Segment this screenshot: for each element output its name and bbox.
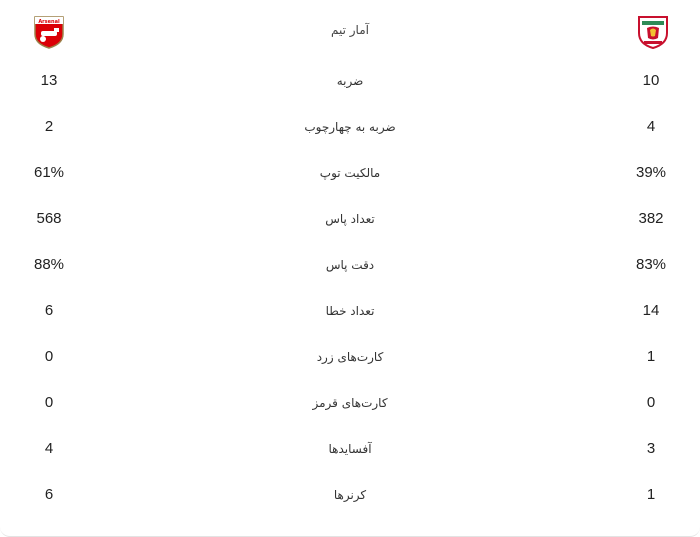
stats-title: آمار تیم	[331, 23, 369, 37]
stat-away-value: 6	[44, 486, 54, 503]
stat-label: آفسایدها	[328, 442, 372, 456]
stat-home-value: 382	[638, 210, 664, 227]
stat-label: ضربه به چهارچوب	[304, 120, 396, 134]
stat-row	[0, 150, 700, 196]
stat-home-value: 1	[646, 486, 656, 503]
stat-home-value: 14	[642, 302, 660, 319]
stat-label: تعداد پاس	[325, 212, 375, 226]
stat-home-value: 4	[646, 118, 656, 135]
stat-label: کرنرها	[333, 488, 367, 502]
stat-row	[0, 334, 700, 380]
stat-label: ضربه	[336, 74, 364, 88]
stats-list	[0, 58, 700, 518]
stat-row	[0, 472, 700, 518]
arsenal-crest-text: Arsenal	[38, 19, 60, 25]
stat-home-value: 10	[642, 72, 660, 89]
stat-away-value: 2	[44, 118, 54, 135]
stat-row	[0, 104, 700, 150]
stat-away-value: 568	[36, 210, 62, 227]
stat-home-value: 39%	[635, 164, 667, 181]
stat-label: دقت پاس	[325, 258, 375, 272]
stat-label: کارت‌های زرد	[316, 350, 384, 364]
stat-away-value: 88%	[33, 256, 65, 273]
stat-row	[0, 242, 700, 288]
stat-row	[0, 288, 700, 334]
stat-row	[0, 196, 700, 242]
stat-label: مالکیت توپ	[319, 166, 381, 180]
stat-away-value: 13	[40, 72, 58, 89]
stats-header	[0, 0, 700, 62]
liverpool-crest-icon	[636, 14, 670, 50]
stat-row	[0, 426, 700, 472]
stat-home-value: 1	[646, 348, 656, 365]
stat-home-value: 0	[646, 394, 656, 411]
stat-away-value: 0	[44, 348, 54, 365]
stat-away-value: 6	[44, 302, 54, 319]
stat-label: تعداد خطا	[325, 304, 375, 318]
stat-row	[0, 58, 700, 104]
stat-home-value: 3	[646, 440, 656, 457]
stat-away-value: 4	[44, 440, 54, 457]
stat-home-value: 83%	[635, 256, 667, 273]
stat-row	[0, 380, 700, 426]
stat-away-value: 0	[44, 394, 54, 411]
stat-label: کارت‌های قرمز	[312, 396, 388, 410]
stat-away-value: 61%	[33, 164, 65, 181]
arsenal-crest-icon	[32, 14, 66, 50]
